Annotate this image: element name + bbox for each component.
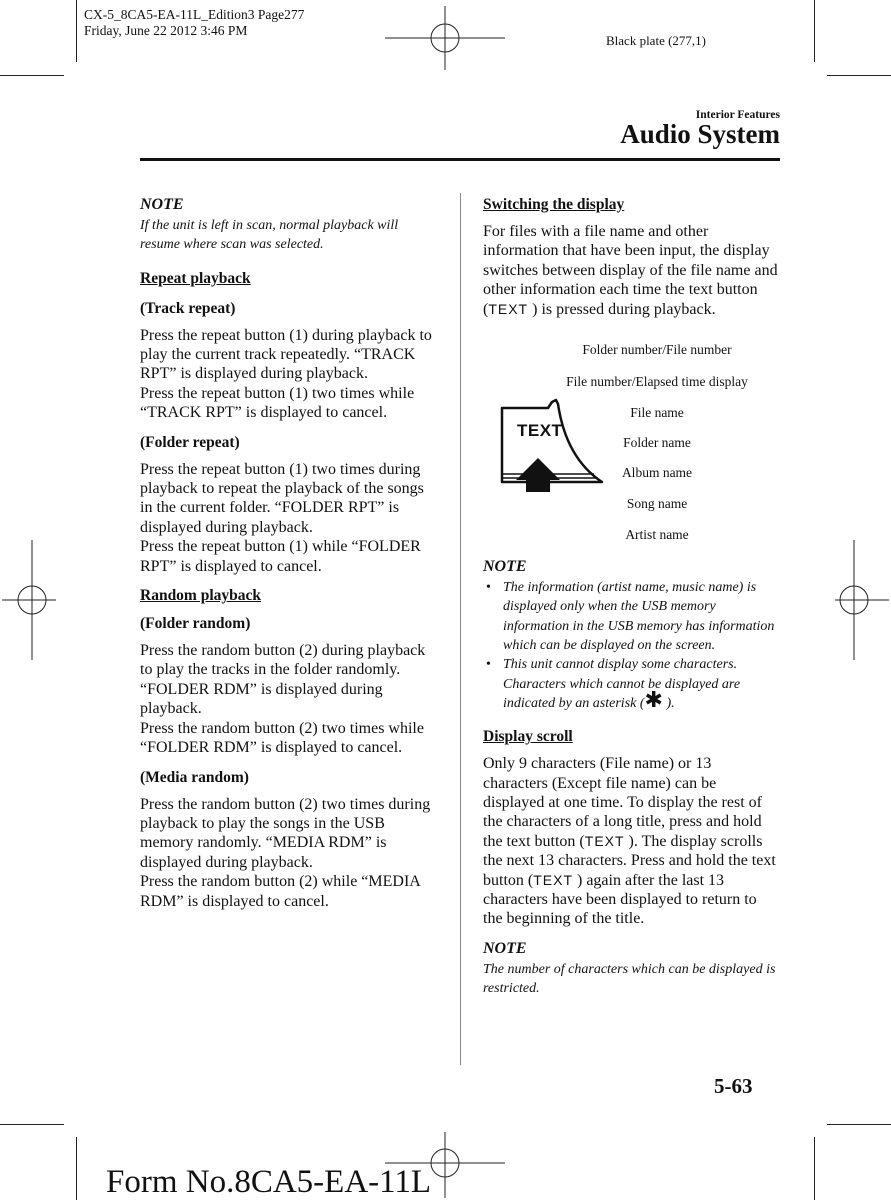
- left-column: [140, 195, 436, 911]
- registration-mark-left: [0, 540, 60, 660]
- note-list: [483, 578, 779, 713]
- note-item-text: This unit cannot display some characters. Characters which cannot be displayed are indicated by an asterisk (: [503, 657, 741, 711]
- crop-mark: [76, 0, 77, 62]
- crop-mark: [0, 1124, 64, 1125]
- crop-mark: [827, 75, 891, 76]
- section-heading-repeat: Repeat playback: [140, 269, 251, 287]
- header-rule: [140, 158, 780, 161]
- paragraph: [483, 222, 779, 319]
- note-heading: NOTE: [140, 196, 184, 213]
- crop-mark: [814, 1137, 815, 1200]
- diagram-item: File name: [630, 405, 684, 421]
- print-info-line2: Friday, June 22 2012 3:46 PM: [84, 23, 248, 38]
- section-label: Interior Features: [695, 109, 780, 121]
- subheading-folder-random: (Folder random): [140, 615, 251, 633]
- paragraph: Press the random button (2) two times while “FOLDER RDM” is displayed to cancel.: [140, 719, 424, 757]
- text-segment: ). The display scrolls the next 13 characters. Press and hold the text button (: [483, 832, 776, 889]
- paragraph: Press the repeat button (1) during playback to play the current track repeatedly. “TRACK RPT” is displayed during playback.: [140, 326, 432, 383]
- form-number: Form No.8CA5-EA-11L: [106, 1164, 432, 1200]
- diagram-item: Artist name: [625, 527, 689, 543]
- text-segment: For files with a file name and other information that have been input, the display switches between display of the file name and other information each time the text button (: [483, 223, 778, 318]
- text-segment: Only 9 characters (File name) or 13 characters (Except file name) can be displayed at one time. To display the rest of the characters of a long title, press and hold the text button (: [483, 755, 762, 850]
- crop-mark: [814, 0, 815, 62]
- page-title: Audio System: [620, 119, 780, 149]
- diagram-item: Song name: [626, 496, 688, 512]
- section-heading-switching: Switching the display: [483, 196, 625, 213]
- text-button-face-label: TEXT: [517, 421, 563, 441]
- paragraph: [483, 754, 779, 929]
- subheading-track-repeat: (Track repeat): [140, 299, 236, 317]
- note-item: [483, 655, 779, 713]
- registration-mark-top: [385, 0, 505, 75]
- plate-label: Black plate (277,1): [606, 33, 706, 48]
- crop-mark: [827, 1124, 891, 1125]
- paragraph: Press the repeat button (1) while “FOLDER RPT” is displayed to cancel.: [140, 538, 421, 575]
- diagram-item: Folder name: [623, 435, 691, 451]
- paragraph: Press the random button (2) while “MEDIA RDM” is displayed to cancel.: [140, 873, 420, 910]
- paragraph: Press the random button (2) during playback to play the tracks in the folder randomly. “FOLDER RDM” is displayed during playback.: [140, 642, 426, 718]
- subheading-media-random: (Media random): [140, 768, 249, 786]
- text-segment: ) is pressed during playback.: [528, 300, 716, 318]
- note-heading: NOTE: [483, 558, 527, 576]
- section-heading-display-scroll: Display scroll: [483, 728, 573, 746]
- paragraph: Press the repeat button (1) two times while “TRACK RPT” is displayed to cancel.: [140, 384, 415, 422]
- note-heading: NOTE: [483, 939, 527, 957]
- registration-mark-right: [831, 540, 891, 660]
- text-button-label: TEXT: [584, 832, 625, 849]
- text-button-illustration: [500, 398, 608, 492]
- right-column: [483, 195, 779, 998]
- crop-mark: [76, 1137, 77, 1200]
- print-info: [84, 7, 304, 39]
- paragraph: Press the random button (2) two times during playback to play the songs in the USB memory randomly. “MEDIA RDM” is displayed during playback.: [140, 795, 431, 871]
- note-item-text: ).: [662, 695, 675, 711]
- crop-mark: [0, 75, 64, 76]
- diagram-item: Album name: [621, 465, 693, 481]
- asterisk-icon: ✱: [644, 687, 663, 713]
- column-divider: [460, 193, 461, 1065]
- paragraph: Press the repeat button (1) two times during playback to repeat the playback of the songs in the current folder. “FOLDER RPT” is displayed during playback.: [140, 460, 424, 536]
- diagram-item: File number/Elapsed time display: [566, 374, 748, 390]
- note-text: The number of characters which can be displayed is restricted.: [483, 961, 776, 997]
- text-segment: ) again after the last 13 characters have been displayed to return to the beginning of the title.: [483, 871, 757, 928]
- section-heading-random: Random playback: [140, 587, 262, 605]
- text-button-label: TEXT: [488, 300, 529, 317]
- page-number: 5-63: [714, 1074, 753, 1098]
- print-info-line1: CX-5_8CA5-EA-11L_Edition3 Page277: [84, 7, 305, 22]
- note-item: • The information (artist name, music name) is displayed only when the USB memory information in the USB memory has information which can be displayed on the screen.: [483, 578, 779, 655]
- diagram-item: Folder number/File number: [582, 342, 732, 358]
- display-cycle-diagram: [483, 331, 779, 553]
- subheading-folder-repeat: (Folder repeat): [140, 433, 240, 451]
- text-button-label: TEXT: [533, 871, 573, 888]
- note-text: If the unit is left in scan, normal playback will resume where scan was selected.: [140, 218, 399, 253]
